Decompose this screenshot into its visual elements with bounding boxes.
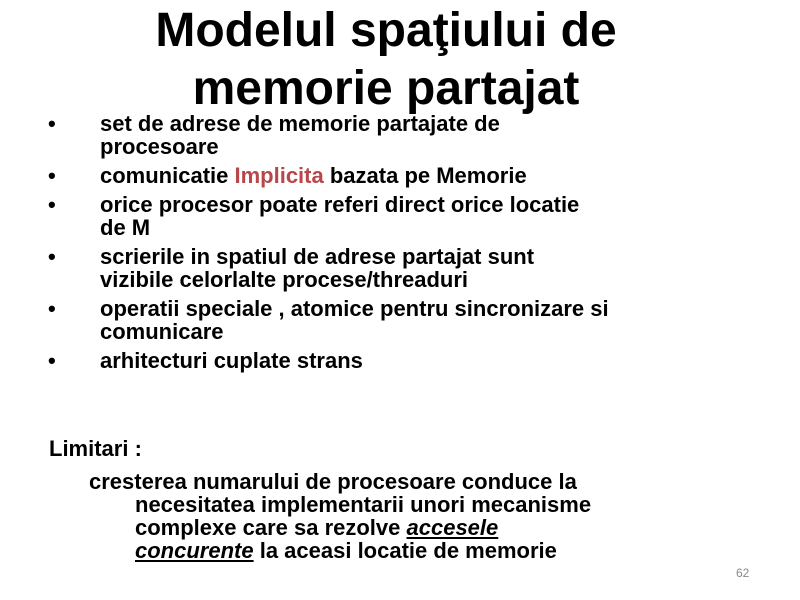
limitari-text: complexe care sa rezolve bbox=[135, 515, 407, 540]
bullet-text: comunicare bbox=[100, 319, 224, 344]
bullet-text: orice procesor poate referi direct orice locatie bbox=[100, 192, 580, 217]
limitari-text: la aceasi locatie de memorie bbox=[253, 538, 557, 563]
bullet-item bbox=[0, 245, 780, 291]
limitari-line-2 bbox=[89, 493, 729, 516]
bullet-list bbox=[0, 112, 780, 372]
bullet-item bbox=[0, 193, 780, 239]
bullet-text: scrierile in spatiul de adrese partajat sunt bbox=[100, 244, 535, 269]
bullet-item bbox=[0, 297, 780, 343]
bullet-item bbox=[0, 112, 780, 158]
title-line-2: memorie partajat bbox=[192, 62, 580, 115]
bullet-icon: • bbox=[48, 163, 56, 188]
bullet-item bbox=[0, 164, 780, 187]
bullet-icon: • bbox=[48, 348, 56, 373]
highlight-text: Implicita bbox=[234, 163, 324, 188]
bullet-icon: • bbox=[48, 296, 56, 321]
limitari-text: necesitatea implementarii unori mecanisme bbox=[135, 492, 592, 517]
limitari-line-4 bbox=[89, 539, 729, 562]
page-number: 62 bbox=[736, 566, 750, 580]
bullet-text: bazata pe Memorie bbox=[329, 163, 527, 188]
bullet-icon: • bbox=[48, 111, 56, 136]
bullet-text: comunicatie bbox=[100, 163, 235, 188]
emphasis-text: concurente bbox=[135, 538, 254, 563]
bullet-item bbox=[0, 349, 780, 372]
bullet-text: set de adrese de memorie partajate de bbox=[100, 111, 500, 136]
bullet-icon: • bbox=[48, 192, 56, 217]
title-line-1: Modelul spaţiului de bbox=[155, 4, 617, 57]
limitari-line-1: cresterea numarului de procesoare conduce la bbox=[89, 469, 577, 494]
slide-title bbox=[0, 0, 772, 118]
bullet-text: de M bbox=[100, 215, 151, 240]
limitari-heading: Limitari : bbox=[49, 436, 142, 461]
limitari-body bbox=[89, 470, 729, 562]
bullet-text: operatii speciale , atomice pentru sincronizare si bbox=[100, 296, 609, 321]
bullet-text: vizibile celorlalte procese/threaduri bbox=[100, 267, 469, 292]
bullet-text: arhitecturi cuplate strans bbox=[100, 348, 363, 373]
bullet-text: procesoare bbox=[100, 134, 219, 159]
emphasis-text: accesele bbox=[406, 515, 499, 540]
bullet-icon: • bbox=[48, 244, 56, 269]
limitari-line-3 bbox=[89, 516, 729, 539]
